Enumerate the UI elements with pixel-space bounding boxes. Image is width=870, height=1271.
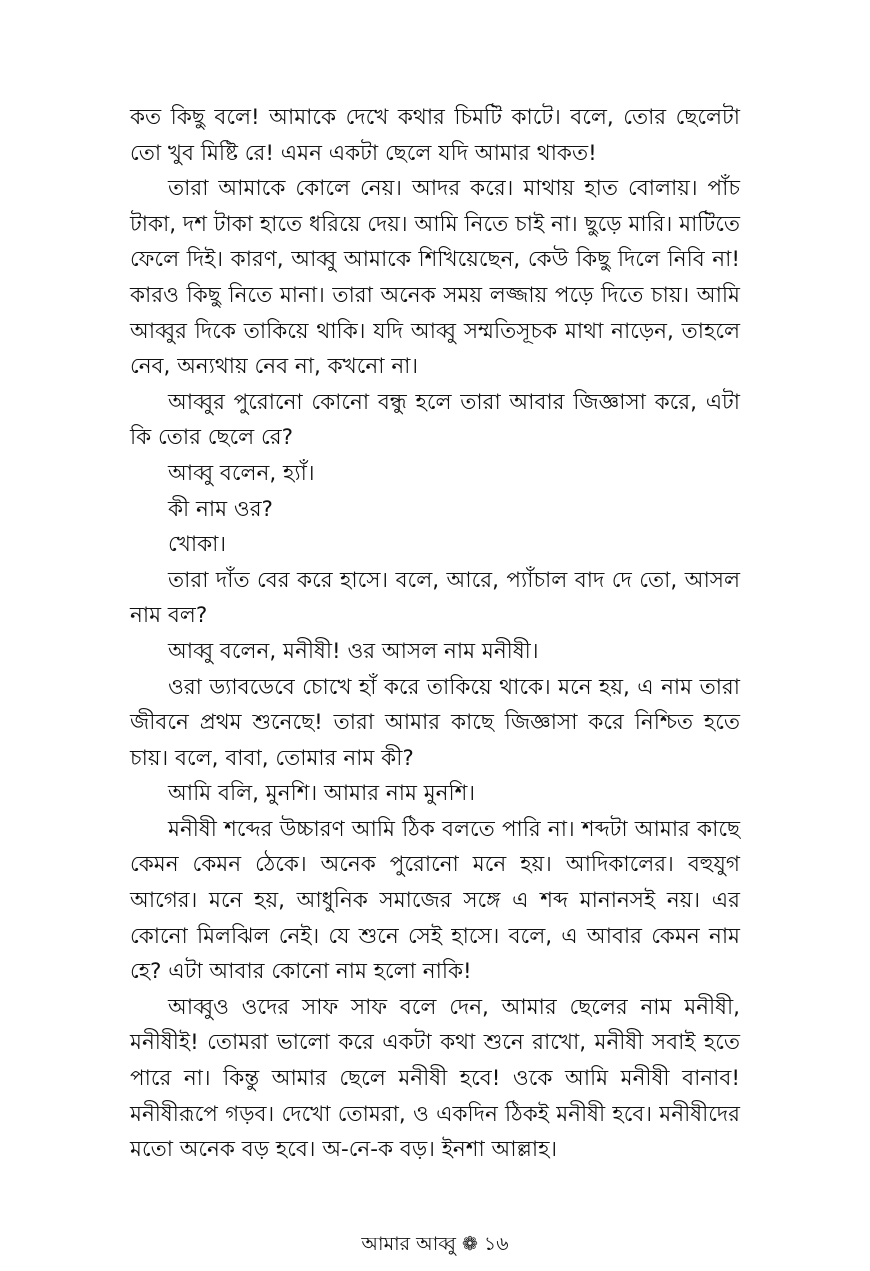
paragraph-3: আব্বুর পুরোনো কোনো বন্ধু হলে তারা আবার জিজ্ঞাসা করে, এটা কি তোর ছেলে রে? [130,389,740,451]
paragraph-11: মনীষী শব্দের উচ্চারণ আমি ঠিক বলতে পারি না। শব্দটা আমার কাছে কেমন কেমন ঠেকে। অনেক পুরোনো মনে হয়। আদিকালের। বহুযুগ আগের। মনে হয়, আধুনিক সমাজের সঙ্গে এ শব্দ মানানসই নয়। এর কোনো মিলঝিল নেই। যে শুনে সেই হাসে। বলে, এ আবার কেমন নাম হে? এটা আবার কোনো নাম হলো নাকি! [130,816,740,985]
paragraph-2: তারা আমাকে কোলে নেয়। আদর করে। মাথায় হাত বোলায়। পাঁচ টাকা, দশ টাকা হাতে ধরিয়ে দেয়। আমি নিতে চাই না। ছুড়ে মারি। মাটিতে ফেলে দিই। কারণ, আব্বু আমাকে শিখিয়েছেন, কেউ কিছু দিলে নিবি না! কারও কিছু নিতে মানা। তারা অনেক সময় লজ্জায় পড়ে দিতে চায়। আমি আব্বুর দিকে তাকিয়ে থাকি। যদি আব্বু সম্মতিসূচক মাথা নাড়েন, তাহলে নেব, অন্যথায় নেব না, কখনো না। [130,176,740,380]
paragraph-6: খোকা। [168,532,227,558]
paragraph-1: কত কিছু বলে! আমাকে দেখে কথার চিমটি কাটে। বলে, তোর ছেলেটা তো খুব মিষ্টি রে! এমন একটা ছেলে যদি আমার থাকত! [130,105,740,166]
paragraph-4: আব্বু বলেন, হ্যাঁ। [168,460,315,486]
paragraph-12: আব্বুও ওদের সাফ সাফ বলে দেন, আমার ছেলের নাম মনীষী, মনীষীই! তোমরা ভালো করে একটা কথা শুনে রাখো, মনীষী সবাই হতে পারে না। কিন্তু আমার ছেলে মনীষী হবে! ওকে আমি মনীষী বানাব! মনীষীরূপে গড়ব। দেখো তোমরা, ও একদিন ঠিকই মনীষী হবে। মনীষীদের মতো অনেক বড় হবে। অ-নে-ক বড়। ইনশা আল্লাহ। [130,994,740,1163]
footer-page-number: ১৬ [483,1233,509,1255]
paragraph-9: ওরা ড্যাবডেবে চোখে হাঁ করে তাকিয়ে থাকে। মনে হয়, এ নাম তারা জীবনে প্রথম শুনেছে! তারা আমার কাছে জিজ্ঞাসা করে নিশ্চিত হতে চায়। বলে, বাবা, তোমার নাম কী? [130,674,740,771]
paragraph-10: আমি বলি, মুনশি। আমার নাম মুনশি। [168,781,476,807]
flower-ornament-icon: ❁ [461,1233,478,1255]
footer-book-title: আমার আব্বু [361,1233,456,1255]
paragraph-7: তারা দাঁত বের করে হাসে। বলে, আরে, প্যাঁচাল বাদ দে তো, আসল নাম বল? [130,567,740,629]
page-footer [0,1232,870,1256]
paragraph-5: কী নাম ওর? [168,496,273,522]
page-body [130,100,740,1168]
paragraph-8: আব্বু বলেন, মনীষী! ওর আসল নাম মনীষী। [168,638,539,664]
